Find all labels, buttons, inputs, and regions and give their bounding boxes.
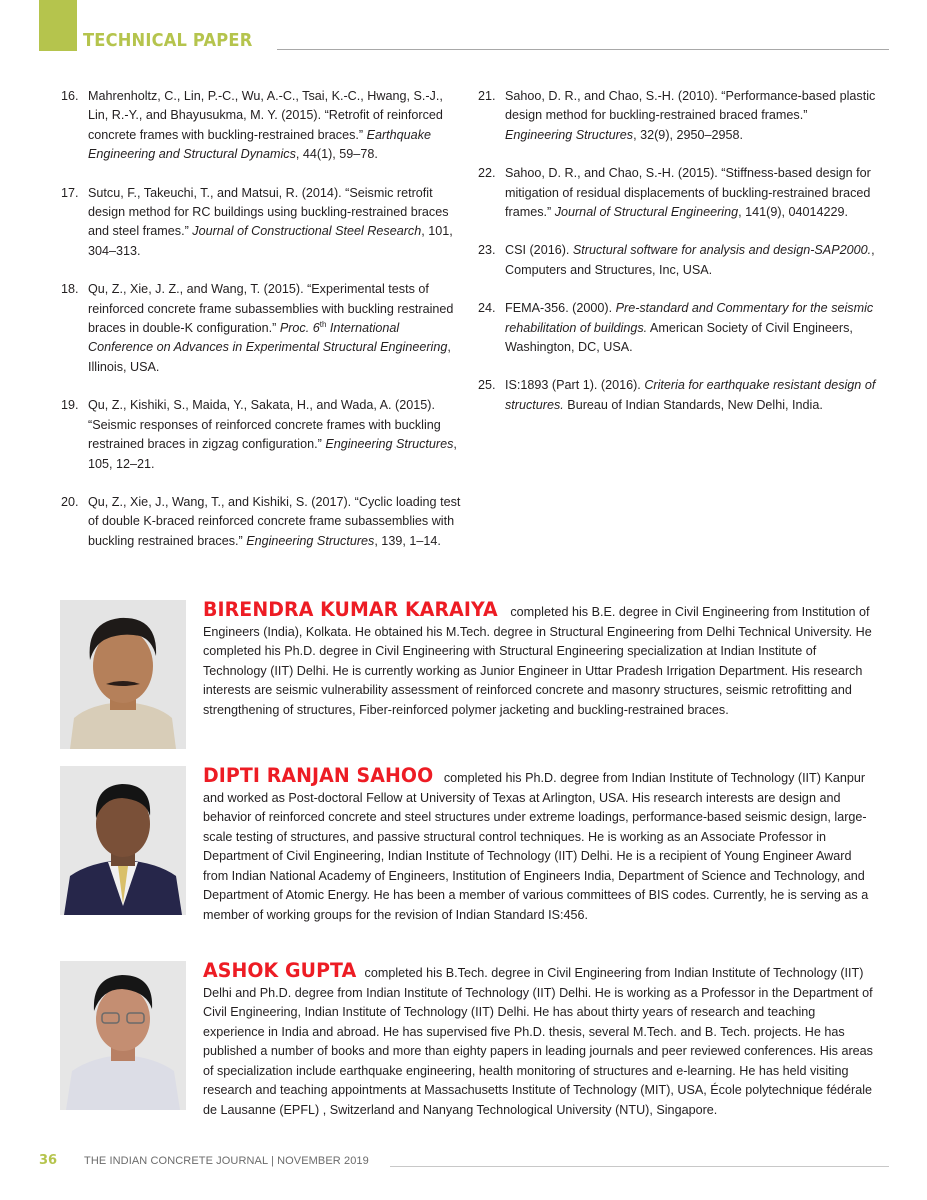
author-name: BIRENDRA KUMAR KARAIYA bbox=[203, 598, 498, 621]
reference-number: 22. bbox=[478, 166, 496, 181]
reference-text: Qu, Z., Xie, J., Wang, T., and Kishiki, S. (2017). “Cyclic loading test of double K-braced reinforced concrete frame subassemblies with buckling restrained braces.” bbox=[88, 494, 461, 548]
footer-divider bbox=[390, 1166, 889, 1167]
reference-source: International Conference on Advances in Experimental Structural Engineering bbox=[88, 321, 448, 355]
reference-item bbox=[478, 87, 878, 145]
author-photo bbox=[60, 766, 186, 915]
references-left-column bbox=[61, 87, 461, 570]
author-name: DIPTI RANJAN SAHOO bbox=[203, 764, 434, 787]
reference-source: Structural software for analysis and design-SAP2000. bbox=[572, 243, 872, 258]
reference-tail: American Society of Civil Engineers, Washington, DC, USA. bbox=[505, 320, 853, 355]
reference-text: FEMA-356. (2000). bbox=[505, 301, 616, 316]
reference-number: 23. bbox=[478, 243, 496, 258]
reference-item bbox=[61, 184, 461, 262]
author-description: completed his Ph.D. degree from Indian Institute of Technology (IIT) Kanpur and worked as Post-doctoral Fellow at University of Texas at Arlington, USA. His research interests are design and behavior of reinforced concrete and steel structures under extreme loadings, performance-based seismic design, large-scale testing of structures, and passive structural control techniques. He is working as an Associate Professor in Department of Civil Engineering, Indian Institute of Technology (IIT) Delhi. He is a recipient of Young Engineer Award from Indian National Academy of Engineers, Institution of Engineers India, Department of Science and Technology, and Department of Atomic Energy. He has been a member of various committees of BIS codes. Currently, he is serving as a member of working groups for the revision of Indian Standard IS:456. bbox=[203, 771, 869, 922]
author-description: completed his B.Tech. degree in Civil Engineering from Indian Institute of Technology (IIT) Delhi and Ph.D. degree from Indian Institute of Technology (IIT) Delhi. He is working as a Professor in the Department of Civil Engineering, Indian Institute of Technology (IIT) Delhi. He has about thirty years of research and teaching experience in India and abroad. He has supervised five Ph.D. thesis, several M.Tech. and B. Tech. projects. He has published a number of books and more than eighty papers in leading journals and peer reviewed conferences. His areas of specialization include earthquake engineering, health monitoring of structures and e-learning. He has held visiting research and teaching appointments at Massachusetts Institute of Technology (MIT), USA, École polytechnique fédérale de Lausanne (EPFL) , Switzerland and Nanyang Technological University (NTU), Singapore. bbox=[203, 966, 873, 1117]
reference-item bbox=[478, 164, 878, 222]
reference-text: Qu, Z., Xie, J. Z., and Wang, T. (2015). “Experimental tests of reinforced concrete frame subassemblies with buckling restrained braces in double-K configuration.” bbox=[88, 282, 454, 336]
reference-item bbox=[61, 396, 461, 474]
reference-tail: Bureau of Indian Standards, New Delhi, India. bbox=[563, 397, 823, 412]
reference-item bbox=[61, 87, 461, 165]
references-right-column bbox=[478, 87, 878, 434]
reference-number: 17. bbox=[61, 185, 79, 200]
reference-item bbox=[478, 241, 878, 280]
reference-number: 18. bbox=[61, 282, 79, 297]
reference-source: Engineering Structures bbox=[246, 533, 375, 548]
reference-number: 21. bbox=[478, 89, 496, 103]
reference-source: Engineering Structures bbox=[325, 437, 454, 452]
reference-text: Sahoo, D. R., and Chao, S.-H. (2015). “Stiffness-based design for mitigation of residual displacements of buckling-restrained braced frames.” bbox=[505, 166, 871, 220]
portrait-icon bbox=[60, 766, 186, 915]
reference-text: Sahoo, D. R., and Chao, S.-H. (2010). “Performance-based plastic design method for buckling-restrained braced frames.” bbox=[505, 89, 876, 123]
reference-number: 19. bbox=[61, 398, 79, 413]
reference-tail: , 32(9), 2950–2958. bbox=[633, 127, 744, 142]
journal-footer: THE INDIAN CONCRETE JOURNAL | NOVEMBER 2019 bbox=[84, 1155, 369, 1167]
reference-item bbox=[61, 493, 461, 551]
reference-source: Criteria for earthquake resistant design of structures. bbox=[505, 378, 876, 412]
header-divider bbox=[277, 49, 889, 50]
reference-text: Mahrenholtz, C., Lin, P.-C., Wu, A.-C., Tsai, K.-C., Hwang, S.-J., Lin, R.-Y., and Bhayusukma, M. Y. (2015). “Retrofit of reinforced concrete frames with buckling-restrained braces.” bbox=[88, 89, 443, 142]
author-photo bbox=[60, 961, 186, 1110]
author-name: ASHOK GUPTA bbox=[203, 959, 357, 982]
reference-tail: , Computers and Structures, Inc, USA. bbox=[505, 243, 875, 277]
author-bio-text bbox=[203, 766, 873, 925]
reference-tail: , 139, 1–14. bbox=[374, 533, 441, 548]
reference-tail: , Illinois, USA. bbox=[88, 340, 451, 374]
reference-item bbox=[478, 376, 878, 415]
reference-tail: , 101, 304–313. bbox=[88, 224, 453, 258]
reference-source: Journal of Structural Engineering bbox=[554, 205, 739, 220]
reference-text: Sutcu, F., Takeuchi, T., and Matsui, R. (2014). “Seismic retrofit design method for RC buildings using buckling-restrained braces and steel frames.” bbox=[88, 185, 449, 239]
reference-superscript: th bbox=[319, 319, 327, 329]
author-photo bbox=[60, 600, 186, 749]
reference-source: Journal of Constructional Steel Research bbox=[192, 224, 422, 239]
reference-text: CSI (2016). bbox=[505, 243, 573, 258]
reference-number: 25. bbox=[478, 378, 496, 393]
section-label: TECHNICAL PAPER bbox=[83, 31, 253, 51]
reference-source-prefix: Proc. 6 bbox=[279, 321, 320, 336]
reference-source: Earthquake Engineering and Structural Dynamics bbox=[88, 127, 431, 162]
author-bio-text bbox=[203, 961, 873, 1120]
portrait-icon bbox=[60, 600, 186, 749]
reference-text: IS:1893 (Part 1). (2016). bbox=[505, 378, 645, 393]
reference-number: 24. bbox=[478, 301, 496, 316]
author-bio-text bbox=[203, 600, 873, 720]
author-description: completed his B.E. degree in Civil Engineering from Institution of Engineers (India), Kolkata. He obtained his M.Tech. degree in Structural Engineering from Delhi Technical University. He completed his Ph.D. degree in Civil Engineering with Structural Engineering specialization at Indian Institute of Technology (IIT) Delhi. He is currently working as Junior Engineer in Uttar Pradesh Irrigation Department. His research interests are seismic vulnerability assessment of reinforced concrete and masonry structures, seismic retrofitting and strengthening of structures, Fiber-reinforced polymer jacketing and buckling-restrained braces. bbox=[203, 605, 872, 717]
reference-tail: , 44(1), 59–78. bbox=[295, 147, 378, 162]
header-accent-block bbox=[39, 0, 77, 51]
reference-source: Engineering Structures bbox=[505, 127, 634, 142]
reference-tail: , 105, 12–21. bbox=[88, 437, 457, 471]
reference-item bbox=[61, 280, 461, 377]
reference-text: Qu, Z., Kishiki, S., Maida, Y., Sakata, H., and Wada, A. (2015). “Seismic responses of reinforced concrete frames with buckling restrained braces in zigzag configuration.” bbox=[88, 398, 441, 452]
reference-number: 16. bbox=[61, 89, 79, 103]
page-number: 36 bbox=[39, 1153, 58, 1168]
reference-tail: , 141(9), 04014229. bbox=[738, 205, 849, 220]
reference-number: 20. bbox=[61, 494, 79, 509]
reference-item bbox=[478, 299, 878, 357]
reference-source: Pre-standard and Commentary for the seismic rehabilitation of buildings. bbox=[505, 301, 874, 335]
portrait-icon bbox=[60, 961, 186, 1110]
